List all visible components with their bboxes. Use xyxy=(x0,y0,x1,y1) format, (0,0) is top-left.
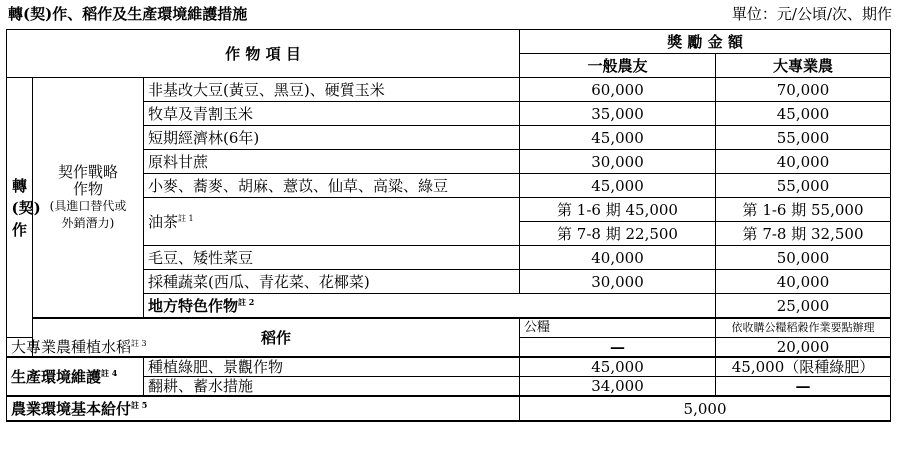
footnote-4: 註 4 xyxy=(101,367,118,378)
footnote-5: 註 5 xyxy=(131,399,148,410)
col-header-reward: 獎 勵 金 額 xyxy=(520,30,891,54)
crop-item: 採種蔬菜(西瓜、青花菜、花椰菜) xyxy=(144,270,520,294)
strategic-crops-label: 契作戰略 作物 (具進口替代或 外銷潛力) xyxy=(33,78,144,319)
basic-payment-label: 農業環境基本給付$^{註 5}$ xyxy=(7,396,520,421)
general-amount: 60,000 xyxy=(520,78,716,102)
rice-label: 稻作 xyxy=(33,318,520,357)
general-amount: 45,000 xyxy=(520,174,716,198)
large-amount: 40,000 xyxy=(716,270,891,294)
crop-item: 牧草及青割玉米 xyxy=(144,102,520,126)
large-amount: 45,000 xyxy=(716,102,891,126)
env-item-till: 翻耕、蓄水措施 xyxy=(144,377,520,397)
rice-item-public: 公糧 xyxy=(520,318,716,338)
general-amount: 25,000 xyxy=(716,294,891,319)
transfer-label: 轉(契)作 xyxy=(7,78,33,338)
general-amount: 依收購公糧稻穀作業要點辦理 xyxy=(716,318,891,338)
large-amount: — xyxy=(716,377,891,397)
large-amount: 55,000 xyxy=(716,174,891,198)
general-amount: 45,000 xyxy=(520,357,716,377)
footnote-1: 註 1 xyxy=(178,213,194,223)
large-amount: 第 1-6 期 55,000 xyxy=(716,198,891,222)
crop-item: 毛豆、矮性菜豆 xyxy=(144,246,520,270)
crop-item: 原料甘蔗 xyxy=(144,150,520,174)
crop-item-tea: 油茶$^{註 1}$ xyxy=(144,198,520,246)
general-amount: 第 7-8 期 22,500 xyxy=(520,222,716,246)
col-header-large: 大專業農 xyxy=(716,54,891,78)
general-amount: 40,000 xyxy=(520,246,716,270)
crop-item: 短期經濟林(6年) xyxy=(144,126,520,150)
subsidy-table xyxy=(6,29,891,422)
general-amount: 45,000 xyxy=(520,126,716,150)
general-amount: 30,000 xyxy=(520,270,716,294)
unit-note: 單位：元/公頃/次、期作 xyxy=(731,5,892,23)
large-amount: 20,000 xyxy=(716,338,891,358)
rice-item-large: 大專業農種植水稻$^{註 3}$ xyxy=(7,338,33,358)
large-amount: 40,000 xyxy=(716,150,891,174)
local-specialty-label: 地方特色作物$^{註 2}$ xyxy=(144,294,716,319)
large-amount: 第 7-8 期 32,500 xyxy=(716,222,891,246)
basic-payment-value: 5,000 xyxy=(520,396,891,421)
general-amount: 30,000 xyxy=(520,150,716,174)
large-amount: 55,000 xyxy=(716,126,891,150)
large-amount: 50,000 xyxy=(716,246,891,270)
large-amount: 45,000（限種綠肥） xyxy=(716,357,891,377)
col-header-item: 作 物 項 目 xyxy=(7,30,520,78)
col-header-general: 一般農友 xyxy=(520,54,716,78)
general-amount: 35,000 xyxy=(520,102,716,126)
footnote-2: 註 2 xyxy=(238,296,255,307)
env-item-green: 種植綠肥、景觀作物 xyxy=(144,357,520,377)
page-title: 轉(契)作、稻作及生產環境維護措施 xyxy=(8,5,248,23)
general-amount: 34,000 xyxy=(520,377,716,397)
env-maintenance-label: 生產環境維護$^{註 4}$ xyxy=(7,357,144,396)
large-amount: 70,000 xyxy=(716,78,891,102)
footnote-3: 註 3 xyxy=(131,339,147,348)
general-amount: 第 1-6 期 45,000 xyxy=(520,198,716,222)
crop-item: 非基改大豆(黃豆、黑豆)、硬質玉米 xyxy=(144,78,520,102)
general-amount: — xyxy=(520,338,716,358)
crop-item: 小麥、蕎麥、胡麻、薏苡、仙草、高粱、綠豆 xyxy=(144,174,520,198)
